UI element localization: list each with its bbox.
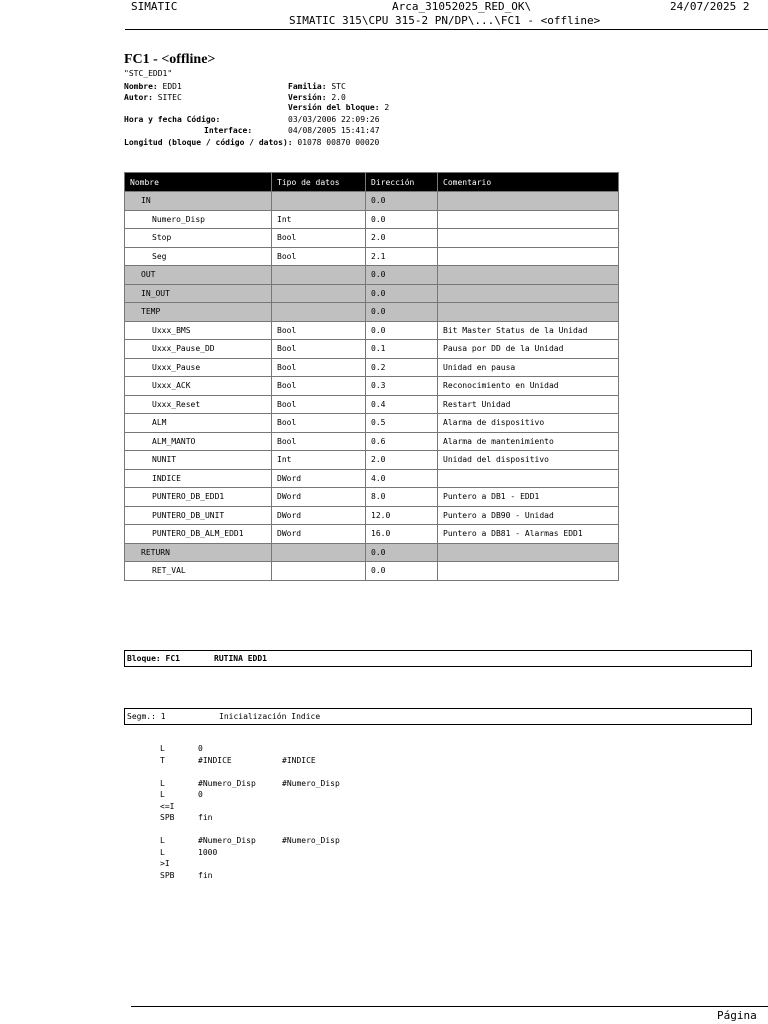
cell-nombre: PUNTERO_DB_EDD1 (125, 488, 272, 507)
cell-nombre: Uxxx_Reset (125, 395, 272, 414)
cell-nombre: Uxxx_BMS (125, 321, 272, 340)
table-row (125, 506, 619, 525)
cell-nombre: TEMP (125, 303, 272, 322)
cell-comentario (438, 469, 619, 488)
cell-direccion: 0.0 (366, 192, 438, 211)
cell-comentario: Unidad del dispositivo (438, 451, 619, 470)
table-row (125, 377, 619, 396)
cell-comentario: Alarma de dispositivo (438, 414, 619, 433)
cell-direccion: 0.0 (366, 321, 438, 340)
table-row (125, 395, 619, 414)
cell-direccion: 0.4 (366, 395, 438, 414)
table-row (125, 321, 619, 340)
cell-comentario (438, 229, 619, 248)
familia-row (288, 82, 346, 92)
interface-label-text: Interface: (204, 126, 253, 135)
cell-comentario: Unidad en pausa (438, 358, 619, 377)
cell-direccion: 2.0 (366, 451, 438, 470)
header-project-name: Arca_31052025_RED_OK\ (392, 0, 532, 13)
version-bloque-label: Versión del bloque: (288, 103, 380, 112)
cell-nombre: IN (125, 192, 272, 211)
cell-comentario: Puntero a DB90 - Unidad (438, 506, 619, 525)
cell-direccion: 0.0 (366, 210, 438, 229)
table-row (125, 469, 619, 488)
cell-tipo: Int (272, 210, 366, 229)
code-operand: 1000 (198, 847, 218, 857)
cell-direccion: 0.6 (366, 432, 438, 451)
cell-comentario (438, 192, 619, 211)
col-header-nombre: Nombre (125, 173, 272, 192)
table-row (125, 192, 619, 211)
cell-direccion: 4.0 (366, 469, 438, 488)
cell-direccion: 0.5 (366, 414, 438, 433)
cell-comentario: Alarma de mantenimiento (438, 432, 619, 451)
interface-table-body (125, 192, 619, 581)
cell-tipo: DWord (272, 506, 366, 525)
cell-comentario (438, 266, 619, 285)
cell-tipo: Int (272, 451, 366, 470)
cell-comentario: Bit Master Status de la Unidad (438, 321, 619, 340)
cell-comentario: Puntero a DB1 - EDD1 (438, 488, 619, 507)
code-instruction: >I (160, 859, 170, 868)
cell-nombre: Seg (125, 247, 272, 266)
cell-tipo: Bool (272, 414, 366, 433)
cell-nombre: PUNTERO_DB_UNIT (125, 506, 272, 525)
table-row (125, 451, 619, 470)
cell-tipo: Bool (272, 358, 366, 377)
familia-value: STC (331, 82, 346, 91)
cell-comentario: Pausa por DD de la Unidad (438, 340, 619, 359)
bloque-label: Bloque: FC1 (127, 654, 180, 663)
cell-direccion: 0.1 (366, 340, 438, 359)
table-row (125, 414, 619, 433)
bloque-header (124, 650, 752, 667)
cell-tipo: Bool (272, 395, 366, 414)
code-operand: 0 (198, 744, 203, 753)
cell-nombre: RETURN (125, 543, 272, 562)
cell-tipo (272, 303, 366, 322)
longitud-row (124, 138, 379, 148)
table-row (125, 303, 619, 322)
cell-tipo: DWord (272, 469, 366, 488)
table-row (125, 358, 619, 377)
cell-direccion: 0.0 (366, 303, 438, 322)
hora-codigo-label (124, 115, 220, 125)
cell-direccion: 0.0 (366, 562, 438, 581)
col-header-comentario: Comentario (438, 173, 619, 192)
table-row (125, 266, 619, 285)
cell-direccion: 0.2 (366, 358, 438, 377)
cell-tipo: Bool (272, 247, 366, 266)
cell-comentario (438, 210, 619, 229)
nombre-label: Nombre: (124, 82, 158, 91)
code-instruction: T (160, 755, 165, 765)
autor-label: Autor: (124, 93, 153, 102)
bloque-title: RUTINA EDD1 (214, 654, 267, 663)
code-instruction: L (160, 847, 165, 857)
cell-comentario (438, 284, 619, 303)
version-bloque-row (288, 103, 389, 113)
table-row (125, 340, 619, 359)
footer-divider (131, 1006, 768, 1007)
cell-nombre: Stop (125, 229, 272, 248)
interface-table (124, 172, 619, 581)
cell-nombre: Uxxx_Pause_DD (125, 340, 272, 359)
cell-direccion: 0.0 (366, 284, 438, 303)
cell-nombre: INDICE (125, 469, 272, 488)
cell-direccion: 0.0 (366, 266, 438, 285)
cell-comentario: Puntero a DB81 - Alarmas EDD1 (438, 525, 619, 544)
nombre-value: EDD1 (162, 82, 182, 91)
cell-nombre: NUNIT (125, 451, 272, 470)
table-row (125, 562, 619, 581)
version-label: Versión: (288, 93, 327, 102)
header-block-path: SIMATIC 315\CPU 315-2 PN/DP\...\FC1 - <offline> (289, 14, 601, 27)
table-row (125, 432, 619, 451)
code-symbol: #Numero_Disp (282, 778, 340, 788)
header-date: 24/07/2025 2 (670, 0, 750, 13)
code-instruction: <=I (160, 801, 175, 811)
table-row (125, 488, 619, 507)
autor-row (124, 93, 182, 103)
code-instruction: L (160, 778, 165, 788)
interface-value: 04/08/2005 15:41:47 (288, 126, 380, 135)
code-instruction: L (160, 790, 165, 799)
cell-tipo (272, 543, 366, 562)
cell-tipo: Bool (272, 377, 366, 396)
cell-comentario (438, 247, 619, 266)
segment-header (124, 708, 752, 725)
cell-direccion: 12.0 (366, 506, 438, 525)
cell-tipo: Bool (272, 432, 366, 451)
version-value: 2.0 (331, 93, 346, 102)
code-instruction: SPB (160, 813, 175, 822)
table-row (125, 284, 619, 303)
cell-nombre: OUT (125, 266, 272, 285)
segment-label: Segm.: 1 (127, 712, 166, 721)
cell-direccion: 8.0 (366, 488, 438, 507)
cell-tipo: Bool (272, 229, 366, 248)
version-bloque-value: 2 (384, 103, 390, 112)
code-operand: #Numero_Disp (198, 778, 256, 788)
block-symbol: "STC_EDD1" (124, 69, 173, 78)
cell-nombre: ALM (125, 414, 272, 433)
cell-tipo (272, 284, 366, 303)
interface-label (204, 126, 252, 136)
nombre-row (124, 82, 182, 92)
cell-comentario (438, 303, 619, 322)
code-operand: fin (198, 813, 213, 822)
code-instruction: SPB (160, 870, 175, 880)
col-header-direccion: Dirección (366, 173, 438, 192)
table-row (125, 525, 619, 544)
footer-page-label: Página (717, 1009, 757, 1022)
table-row (125, 543, 619, 562)
cell-tipo (272, 192, 366, 211)
hora-codigo-value: 03/03/2006 22:09:26 (288, 115, 380, 124)
cell-tipo: DWord (272, 525, 366, 544)
cell-nombre: Uxxx_ACK (125, 377, 272, 396)
cell-nombre: RET_VAL (125, 562, 272, 581)
header-app-name: SIMATIC (131, 0, 178, 13)
cell-comentario (438, 562, 619, 581)
cell-nombre: ALM_MANTO (125, 432, 272, 451)
table-row (125, 229, 619, 248)
col-header-tipo: Tipo de datos (272, 173, 366, 192)
autor-value: SITEC (157, 93, 182, 102)
cell-direccion: 2.0 (366, 229, 438, 248)
code-instruction: L (160, 744, 165, 753)
familia-label: Familia: (288, 82, 327, 91)
code-symbol: #INDICE (282, 755, 316, 765)
cell-direccion: 16.0 (366, 525, 438, 544)
cell-tipo (272, 266, 366, 285)
block-title: FC1 - <offline> (124, 52, 216, 67)
cell-comentario: Reconocimiento en Unidad (438, 377, 619, 396)
longitud-value: 01078 00870 00020 (297, 138, 380, 147)
cell-direccion: 2.1 (366, 247, 438, 266)
cell-tipo: Bool (272, 321, 366, 340)
table-row (125, 210, 619, 229)
table-row (125, 247, 619, 266)
cell-nombre: PUNTERO_DB_ALM_EDD1 (125, 525, 272, 544)
cell-nombre: Uxxx_Pause (125, 358, 272, 377)
code-operand: fin (198, 870, 213, 880)
cell-comentario (438, 543, 619, 562)
longitud-label: Longitud (bloque / código / datos): (124, 138, 293, 147)
code-instruction: L (160, 836, 165, 845)
cell-direccion: 0.3 (366, 377, 438, 396)
code-operand: #Numero_Disp (198, 836, 256, 845)
code-operand: 0 (198, 790, 203, 799)
version-row (288, 93, 346, 103)
hora-label: Hora y fecha Código: (124, 115, 221, 124)
table-header-row (125, 173, 619, 192)
cell-tipo: DWord (272, 488, 366, 507)
cell-tipo (272, 562, 366, 581)
segment-title: Inicialización Indice (219, 712, 321, 721)
cell-nombre: Numero_Disp (125, 210, 272, 229)
cell-comentario: Restart Unidad (438, 395, 619, 414)
cell-nombre: IN_OUT (125, 284, 272, 303)
code-symbol: #Numero_Disp (282, 836, 340, 845)
cell-tipo: Bool (272, 340, 366, 359)
header-divider (125, 29, 768, 30)
cell-direccion: 0.0 (366, 543, 438, 562)
code-operand: #INDICE (198, 755, 232, 765)
